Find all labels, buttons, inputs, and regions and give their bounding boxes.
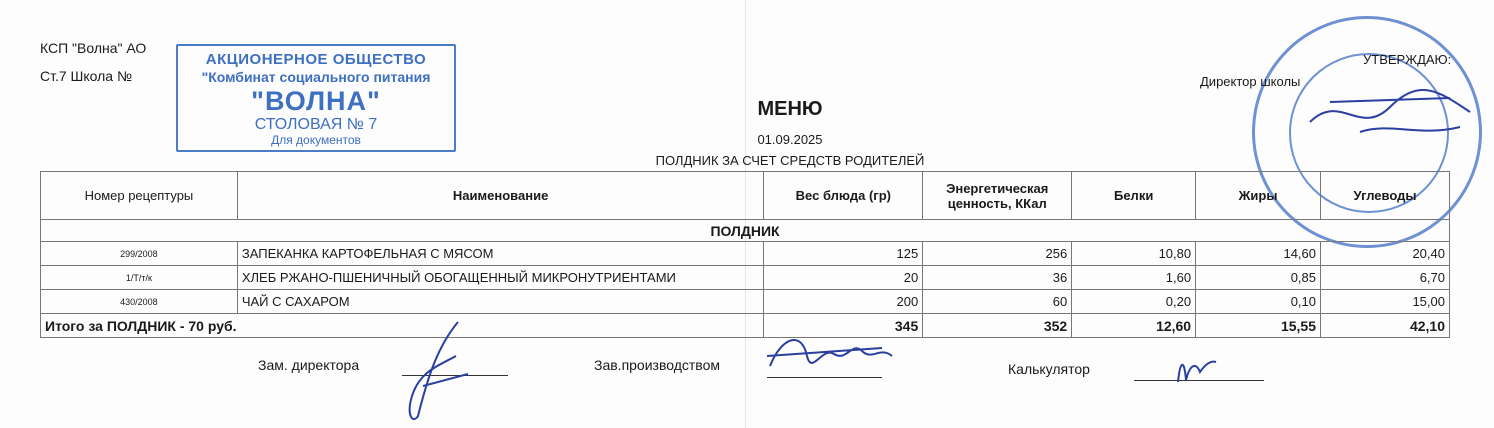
dish-weight: 200	[764, 290, 923, 314]
company-stamp	[176, 44, 456, 152]
header-fat: Жиры	[1196, 172, 1321, 220]
dish-carbs: 15,00	[1321, 290, 1450, 314]
header-weight: Вес блюда (гр)	[764, 172, 923, 220]
calculator-label: Калькулятор	[1008, 361, 1090, 377]
dish-name: ХЛЕБ РЖАНО-ПШЕНИЧНЫЙ ОБОГАЩЕННЫЙ МИКРОНУТРИЕНТАМИ	[237, 266, 764, 290]
table-row	[41, 290, 1450, 314]
stamp-line: Для документов	[271, 133, 361, 147]
menu-table	[40, 171, 1450, 338]
stamp-line: СТОЛОВАЯ № 7	[254, 116, 378, 133]
director-label: Директор школы	[1200, 74, 1301, 89]
dish-weight: 125	[764, 242, 923, 266]
total-fat: 15,55	[1196, 314, 1321, 338]
document-date: 01.09.2025	[757, 132, 823, 147]
table-row	[41, 242, 1450, 266]
total-label: Итого за ПОЛДНИК - 70 руб.	[41, 314, 764, 338]
dish-protein: 1,60	[1072, 266, 1196, 290]
deputy-director-signature	[398, 316, 478, 428]
dish-fat: 0,10	[1196, 290, 1321, 314]
document-title: МЕНЮ	[757, 98, 823, 120]
dish-energy: 36	[923, 266, 1072, 290]
dish-protein: 0,20	[1072, 290, 1196, 314]
header-recipe: Номер рецептуры	[41, 172, 238, 220]
dish-energy: 256	[923, 242, 1072, 266]
header-protein: Белки	[1072, 172, 1196, 220]
dish-fat: 0,85	[1196, 266, 1321, 290]
recipe-code: 1/Т/т/к	[41, 266, 238, 290]
deputy-director-label: Зам. директора	[258, 357, 360, 373]
stamp-line: "Комбинат социального питания	[201, 69, 431, 85]
production-head-label: Зав.производством	[594, 357, 720, 373]
table-header-row	[41, 172, 1450, 220]
dish-fat: 14,60	[1196, 242, 1321, 266]
organization-name: КСП "Волна" АО	[40, 40, 147, 56]
section-title: ПОЛДНИК	[41, 220, 1450, 242]
director-signature	[1300, 82, 1480, 142]
table-row	[41, 266, 1450, 290]
section-row	[41, 220, 1450, 242]
dish-protein: 10,80	[1072, 242, 1196, 266]
dish-energy: 60	[923, 290, 1072, 314]
dish-name: ЗАПЕКАНКА КАРТОФЕЛЬНАЯ С МЯСОМ	[237, 242, 764, 266]
production-head-signature	[762, 326, 902, 386]
total-energy: 352	[923, 314, 1072, 338]
approval-label: УТВЕРЖДАЮ:	[1363, 52, 1452, 67]
calculator-signature	[1172, 352, 1222, 386]
school-number: Ст.7 Школа №	[40, 68, 132, 84]
dish-carbs: 20,40	[1321, 242, 1450, 266]
total-weight: 345	[764, 314, 923, 338]
header-name: Наименование	[237, 172, 764, 220]
stamp-line: "ВОЛНА"	[251, 86, 381, 116]
header-carbs: Углеводы	[1321, 172, 1450, 220]
dish-name: ЧАЙ С САХАРОМ	[237, 290, 764, 314]
document-subtitle: ПОЛДНИК ЗА СЧЕТ СРЕДСТВ РОДИТЕЛЕЙ	[655, 153, 925, 168]
total-protein: 12,60	[1072, 314, 1196, 338]
total-carbs: 42,10	[1321, 314, 1450, 338]
recipe-code: 430/2008	[41, 290, 238, 314]
recipe-code: 299/2008	[41, 242, 238, 266]
dish-weight: 20	[764, 266, 923, 290]
dish-carbs: 6,70	[1321, 266, 1450, 290]
header-energy: Энергетическая ценность, ККал	[923, 172, 1072, 220]
total-row	[41, 314, 1450, 338]
stamp-line: АКЦИОНЕРНОЕ ОБЩЕСТВО	[205, 51, 427, 68]
